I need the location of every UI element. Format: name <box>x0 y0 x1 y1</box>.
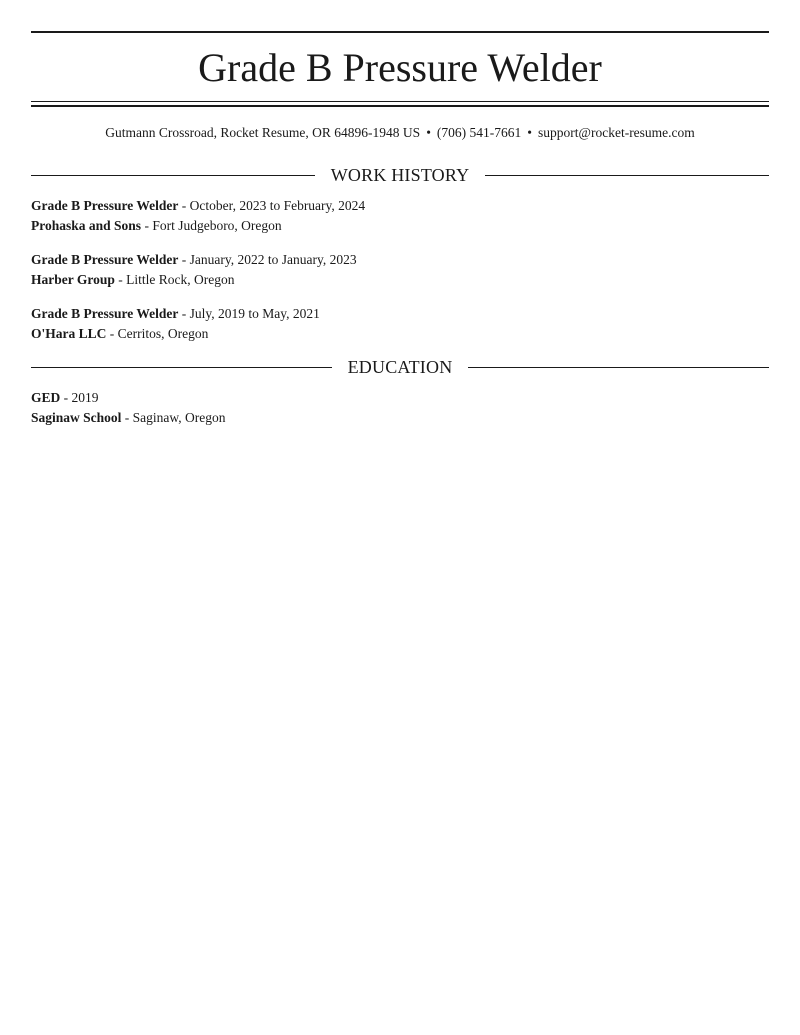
job-dates: July, 2019 to May, 2021 <box>189 306 320 321</box>
contact-address: Gutmann Crossroad, Rocket Resume, OR 64896-1948 US <box>105 125 421 140</box>
dash: - <box>178 306 190 321</box>
heading-rule-right <box>485 175 769 176</box>
job-location: Cerritos, Oregon <box>117 326 209 341</box>
work-history-label: WORK HISTORY <box>330 165 470 185</box>
job-title: Grade B Pressure Welder <box>31 252 179 267</box>
contact-separator: • <box>527 125 533 140</box>
education-entry <box>31 388 769 428</box>
resume-title: Grade B Pressure Welder <box>198 45 602 90</box>
education-heading <box>31 356 769 378</box>
work-history-heading <box>31 164 769 186</box>
job-company: O'Hara LLC <box>31 326 107 341</box>
title-rule-thin <box>31 101 769 102</box>
degree-year: 2019 <box>71 390 99 405</box>
dash: - <box>60 390 72 405</box>
job-entry <box>31 304 769 344</box>
contact-line <box>31 124 769 142</box>
education-label: EDUCATION <box>347 357 453 377</box>
school-line <box>31 408 769 428</box>
dash: - <box>141 218 153 233</box>
job-location: Fort Judgeboro, Oregon <box>152 218 282 233</box>
job-company-line <box>31 216 769 236</box>
job-location: Little Rock, Oregon <box>126 272 235 287</box>
contact-phone: (706) 541-7661 <box>436 125 522 140</box>
job-title: Grade B Pressure Welder <box>31 198 179 213</box>
heading-rule-left <box>31 367 332 368</box>
heading-rule-left <box>31 175 315 176</box>
job-company-line <box>31 270 769 290</box>
job-dates: October, 2023 to February, 2024 <box>189 198 366 213</box>
contact-email: support@rocket-resume.com <box>538 125 695 140</box>
job-title-line <box>31 250 769 270</box>
job-company-line <box>31 324 769 344</box>
dash: - <box>178 198 190 213</box>
job-entry <box>31 196 769 236</box>
dash: - <box>114 272 127 287</box>
job-dates: January, 2022 to January, 2023 <box>189 252 357 267</box>
job-company: Prohaska and Sons <box>31 218 142 233</box>
job-title-line <box>31 196 769 216</box>
dash: - <box>121 410 133 425</box>
heading-rule-right <box>468 367 769 368</box>
degree: GED <box>31 390 61 405</box>
job-company: Harber Group <box>31 272 115 287</box>
dash: - <box>178 252 190 267</box>
title-rule-thick <box>31 105 769 107</box>
job-title-line <box>31 304 769 324</box>
job-entry <box>31 250 769 290</box>
top-rule <box>31 31 769 33</box>
degree-line <box>31 388 769 408</box>
job-title: Grade B Pressure Welder <box>31 306 179 321</box>
dash: - <box>106 326 118 341</box>
school-location: Saginaw, Oregon <box>132 410 226 425</box>
school-name: Saginaw School <box>31 410 122 425</box>
contact-separator: • <box>426 125 431 140</box>
